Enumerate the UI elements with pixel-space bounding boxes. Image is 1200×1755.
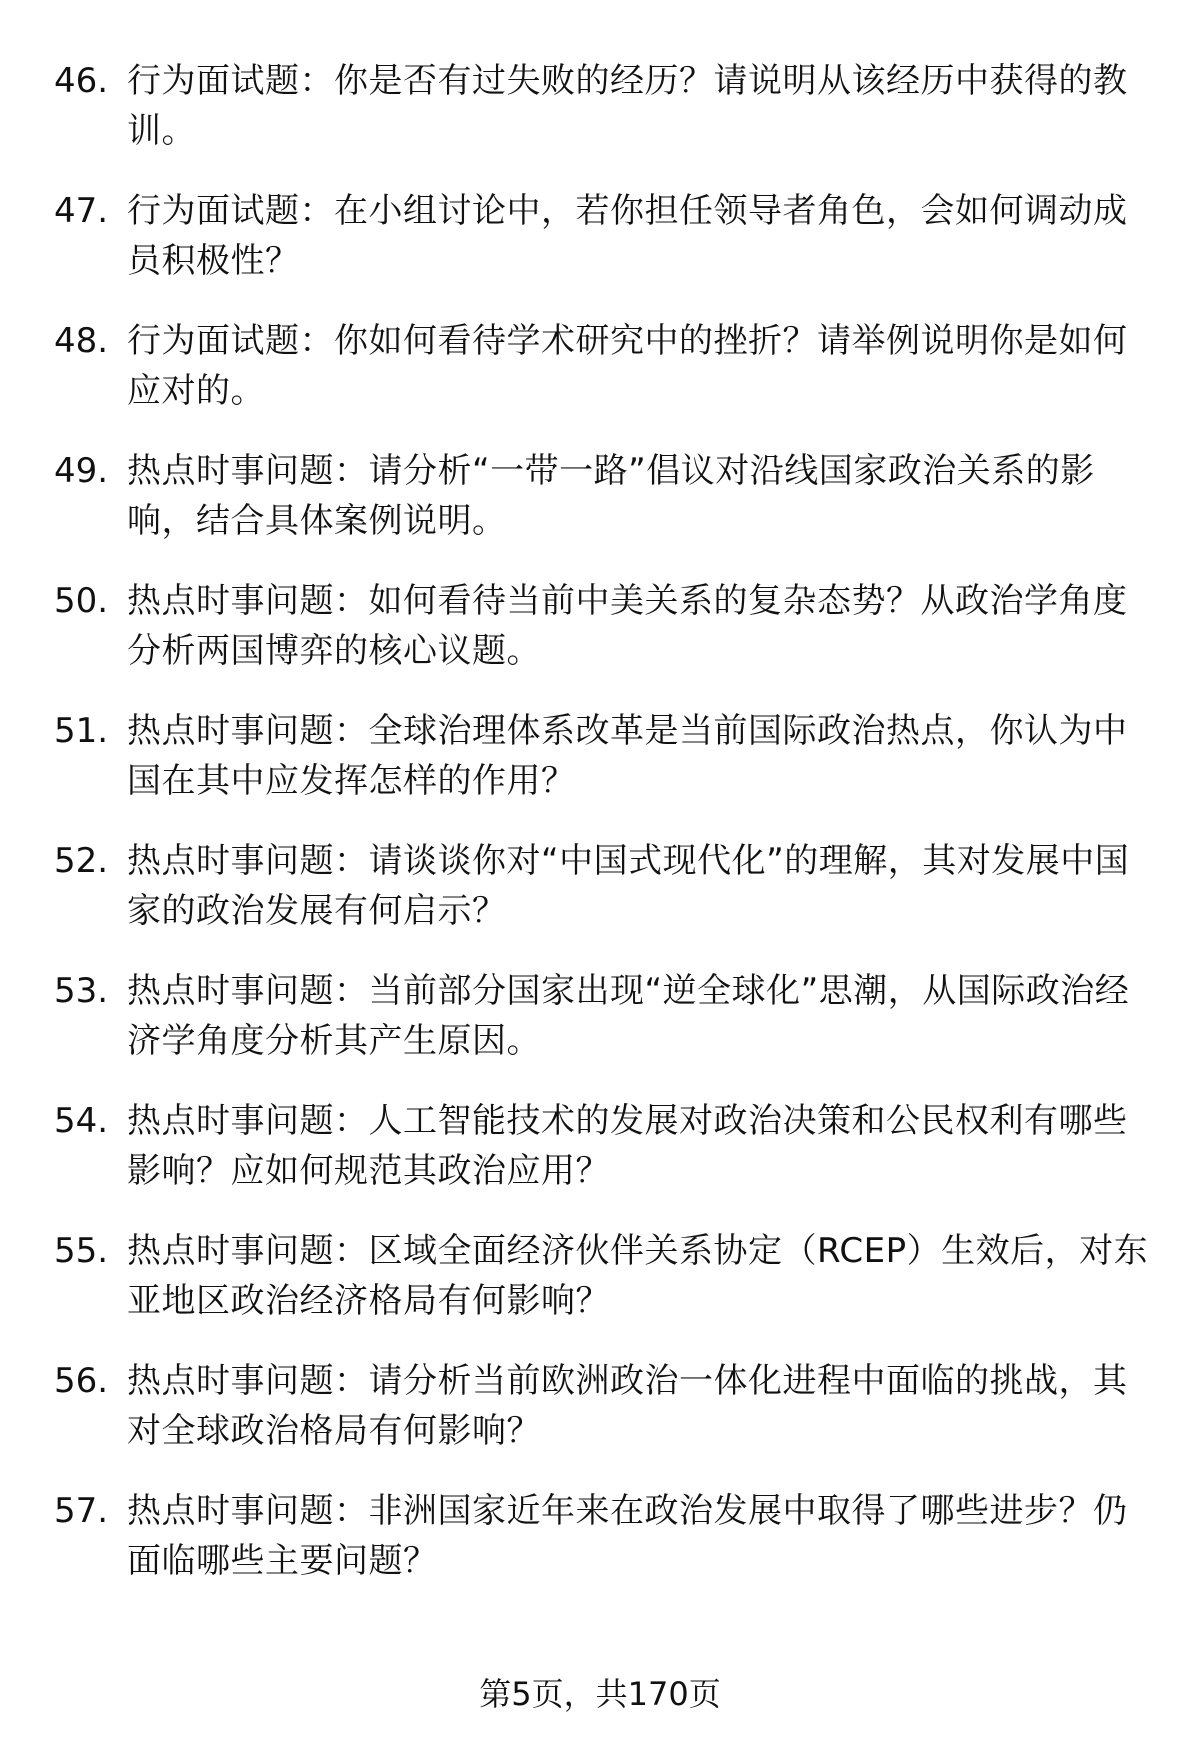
- question-text: 行为面试题：在小组讨论中，若你担任领导者角色，会如何调动成员积极性？: [127, 191, 1128, 281]
- question-item: [0, 1226, 1200, 1356]
- question-number: 57.: [54, 1491, 109, 1531]
- question-number: 52.: [54, 841, 109, 881]
- question-text: 行为面试题：你是否有过失败的经历？请说明从该经历中获得的教训。: [127, 61, 1128, 151]
- question-item: [0, 56, 1200, 186]
- question-number: 46.: [54, 61, 109, 101]
- question-text: 热点时事问题：请分析“一带一路”倡议对沿线国家政治关系的影响，结合具体案例说明。: [127, 451, 1095, 541]
- question-text: 热点时事问题：区域全面经济伙伴关系协定（RCEP）生效后，对东亚地区政治经济格局有何影响？: [127, 1231, 1149, 1321]
- question-item: [0, 316, 1200, 446]
- question-text: 热点时事问题：人工智能技术的发展对政治决策和公民权利有哪些影响？应如何规范其政治应用？: [127, 1101, 1128, 1191]
- question-number: 55.: [54, 1231, 109, 1271]
- question-item: [0, 966, 1200, 1096]
- question-number: 51.: [54, 711, 109, 751]
- question-number: 49.: [54, 451, 109, 491]
- question-number: 50.: [54, 581, 109, 621]
- question-item: [0, 1486, 1200, 1616]
- question-text: 热点时事问题：请谈谈你对“中国式现代化”的理解，其对发展中国家的政治发展有何启示？: [127, 841, 1130, 931]
- question-number: 48.: [54, 321, 109, 361]
- question-number: 53.: [54, 971, 109, 1011]
- question-number: 56.: [54, 1361, 109, 1401]
- question-item: [0, 1356, 1200, 1486]
- question-item: [0, 1096, 1200, 1226]
- question-list: [0, 56, 1200, 1616]
- question-item: [0, 706, 1200, 836]
- question-text: 热点时事问题：如何看待当前中美关系的复杂态势？从政治学角度分析两国博弈的核心议题。: [127, 581, 1128, 671]
- question-text: 热点时事问题：当前部分国家出现“逆全球化”思潮，从国际政治经济学角度分析其产生原因。: [127, 971, 1130, 1061]
- question-item: [0, 446, 1200, 576]
- question-number: 47.: [54, 191, 109, 231]
- question-text: 热点时事问题：请分析当前欧洲政治一体化进程中面临的挑战，其对全球政治格局有何影响？: [127, 1361, 1128, 1451]
- question-item: [0, 576, 1200, 706]
- question-text: 行为面试题：你如何看待学术研究中的挫折？请举例说明你是如何应对的。: [127, 321, 1128, 411]
- question-item: [0, 186, 1200, 316]
- question-text: 热点时事问题：全球治理体系改革是当前国际政治热点，你认为中国在其中应发挥怎样的作用？: [127, 711, 1128, 801]
- question-item: [0, 836, 1200, 966]
- page-footer: 第5页，共170页: [479, 1675, 721, 1713]
- question-text: 热点时事问题：非洲国家近年来在政治发展中取得了哪些进步？仍面临哪些主要问题？: [127, 1491, 1128, 1581]
- question-number: 54.: [54, 1101, 109, 1141]
